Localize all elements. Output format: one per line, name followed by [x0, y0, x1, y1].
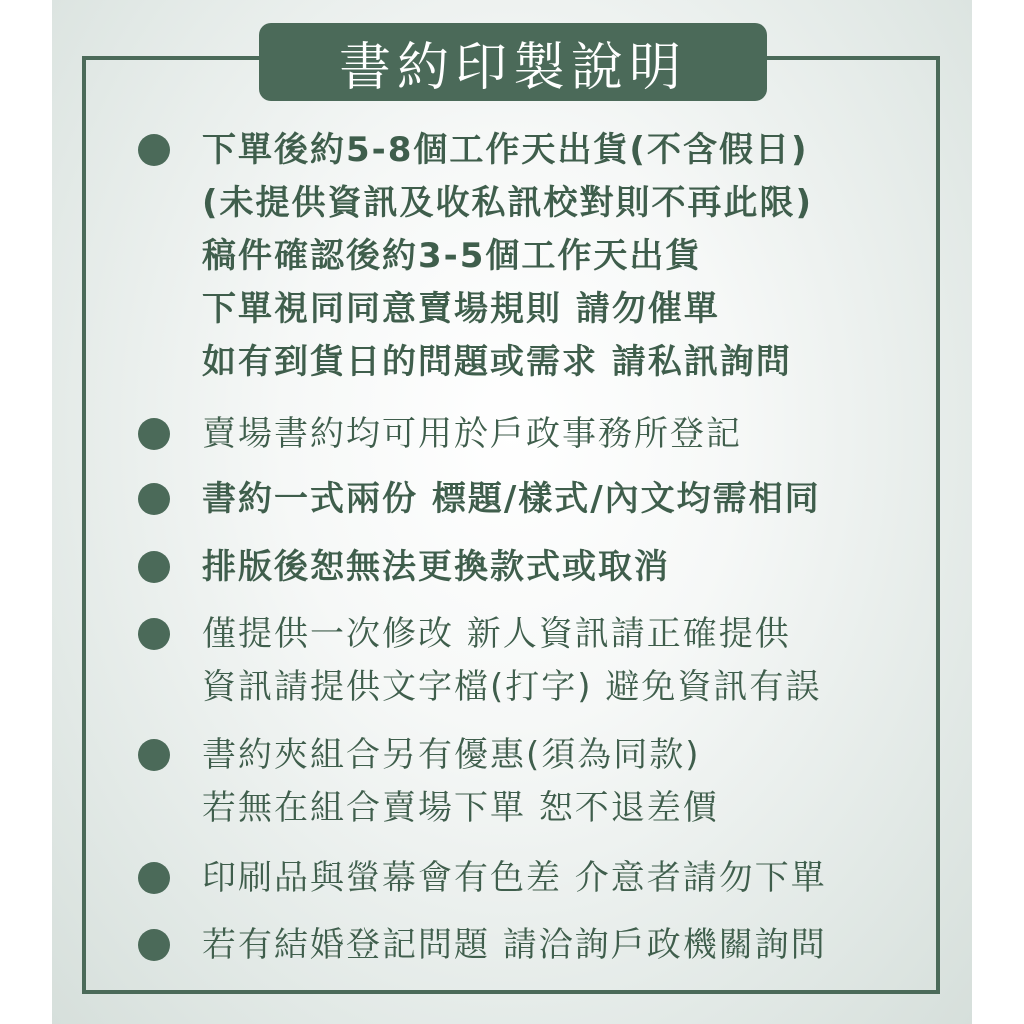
item-text: 書約一式兩份 標題/樣式/內文均需相同 [202, 479, 821, 519]
bullet-icon [138, 134, 170, 166]
item-text: 僅提供一次修改 新人資訊請正確提供 [202, 614, 791, 654]
item-text: 下單後約5-8個工作天出貨(不含假日) [202, 130, 809, 170]
notice-card [52, 0, 972, 1024]
item-text: 下單視同同意賣場規則 請勿催單 [202, 289, 720, 329]
item-text: 若有結婚登記問題 請洽詢戶政機關詢問 [202, 925, 827, 965]
bullet-icon [138, 551, 170, 583]
item-text: 賣場書約均可用於戶政事務所登記 [202, 414, 742, 454]
item-text: 排版後恕無法更換款式或取消 [202, 547, 670, 587]
item-text: 若無在組合賣場下單 恕不退差價 [202, 788, 719, 828]
item-text: (未提供資訊及收私訊校對則不再此限) [202, 183, 814, 223]
page-title: 書約印製說明 [338, 37, 687, 98]
title-banner [259, 23, 767, 101]
bullet-icon [138, 739, 170, 771]
item-text: 印刷品與螢幕會有色差 介意者請勿下單 [202, 858, 827, 898]
bullet-icon [138, 862, 170, 894]
bullet-icon [138, 929, 170, 961]
item-text: 稿件確認後約3-5個工作天出貨 [202, 236, 702, 276]
item-text: 如有到貨日的問題或需求 請私訊詢問 [202, 342, 792, 382]
item-text: 資訊請提供文字檔(打字) 避免資訊有誤 [202, 667, 822, 707]
bullet-icon [138, 418, 170, 450]
item-text: 書約夾組合另有優惠(須為同款) [202, 735, 701, 775]
bullet-icon [138, 618, 170, 650]
bullet-icon [138, 483, 170, 515]
